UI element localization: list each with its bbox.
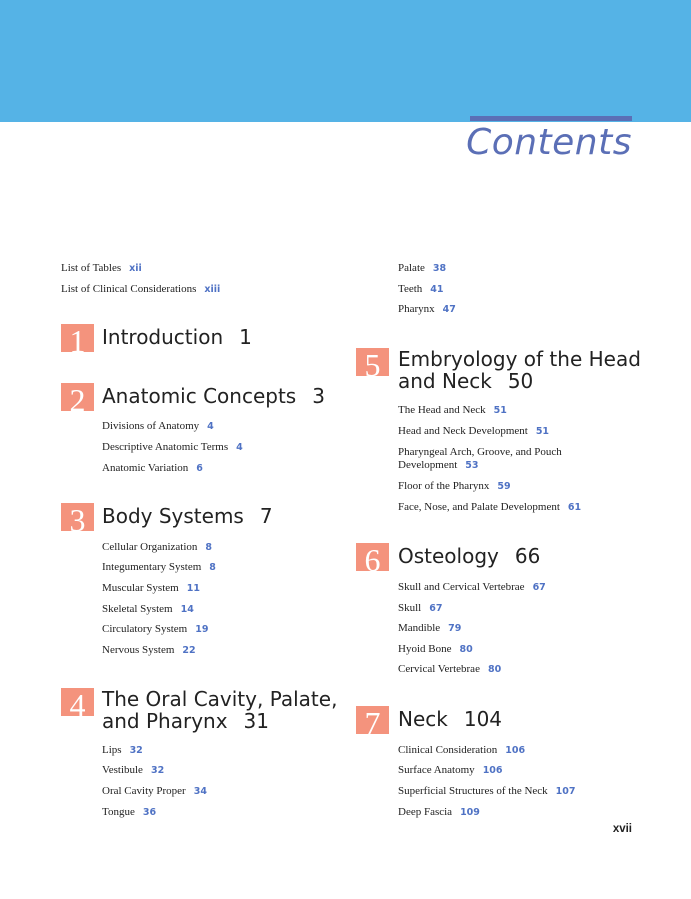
toc-section-entry[interactable]: Integumentary System 8 — [102, 561, 216, 573]
chapter-number-box: 4 — [61, 688, 94, 716]
toc-section-entry[interactable]: Circulatory System 19 — [102, 623, 209, 635]
header-banner — [0, 0, 691, 122]
toc-section-entry[interactable]: Mandible 79 — [398, 622, 462, 634]
chapter-number-box: 7 — [356, 706, 389, 734]
toc-section-entry[interactable]: Cellular Organization 8 — [102, 541, 213, 553]
toc-section-entry[interactable]: Surface Anatomy 106 — [398, 764, 503, 776]
toc-section-entry[interactable]: Head and Neck Development 51 — [398, 425, 550, 437]
toc-section-entry[interactable]: The Head and Neck 51 — [398, 404, 507, 416]
chapter-number-box: 2 — [61, 383, 94, 411]
toc-section-entry[interactable]: Floor of the Pharynx 59 — [398, 480, 511, 492]
toc-section-entry[interactable]: Oral Cavity Proper 34 — [102, 785, 207, 797]
toc-section-entry[interactable]: Hyoid Bone 80 — [398, 643, 473, 655]
chapter-number-box: 1 — [61, 324, 94, 352]
toc-section-entry[interactable]: Lips 32 — [102, 744, 143, 756]
toc-section-entry[interactable]: Cervical Vertebrae 80 — [398, 663, 502, 675]
toc-section-entry[interactable]: Palate 38 — [398, 262, 447, 274]
toc-section-entry[interactable]: Face, Nose, and Palate Development 61 — [398, 501, 582, 513]
page-folio: xvii — [612, 823, 632, 835]
chapter-heading[interactable]: Neck 104 — [398, 707, 503, 731]
toc-section-entry[interactable]: Superficial Structures of the Neck 107 — [398, 785, 576, 797]
toc-section-entry[interactable]: Teeth 41 — [398, 283, 444, 295]
chapter-heading[interactable]: Embryology of the Head and Neck 50 — [398, 347, 641, 393]
toc-section-entry[interactable]: Pharynx 47 — [398, 303, 456, 315]
toc-section-entry[interactable]: Muscular System 11 — [102, 582, 200, 594]
chapter-heading[interactable]: Introduction 1 — [102, 325, 252, 349]
chapter-heading[interactable]: Osteology 66 — [398, 544, 541, 568]
toc-section-entry[interactable]: Tongue 36 — [102, 806, 157, 818]
toc-section-entry[interactable]: Descriptive Anatomic Terms 4 — [102, 441, 243, 453]
toc-section-entry[interactable]: Anatomic Variation 6 — [102, 462, 203, 474]
toc-section-entry[interactable]: Divisions of Anatomy 4 — [102, 420, 214, 432]
toc-entry-list-of-tables[interactable]: List of Tables xii — [61, 262, 142, 274]
toc-section-entry[interactable]: Clinical Consideration 106 — [398, 744, 526, 756]
toc-section-entry[interactable]: Pharyngeal Arch, Groove, and Pouch Development 53 — [398, 446, 562, 471]
title-rule — [470, 116, 632, 121]
chapter-number-box: 6 — [356, 543, 389, 571]
toc-section-entry[interactable]: Nervous System 22 — [102, 644, 196, 656]
toc-section-entry[interactable]: Vestibule 32 — [102, 764, 165, 776]
toc-entry-list-of-clinical-considerations[interactable]: List of Clinical Considerations xiii — [61, 283, 221, 295]
chapter-heading[interactable]: Body Systems 7 — [102, 504, 273, 528]
toc-section-entry[interactable]: Skull and Cervical Vertebrae 67 — [398, 581, 546, 593]
chapter-heading[interactable]: The Oral Cavity, Palate, and Pharynx 31 — [102, 687, 338, 733]
toc-section-entry[interactable]: Skeletal System 14 — [102, 603, 194, 615]
chapter-number-box: 3 — [61, 503, 94, 531]
page-title: Contents — [466, 122, 632, 163]
chapter-heading[interactable]: Anatomic Concepts 3 — [102, 384, 325, 408]
toc-section-entry[interactable]: Skull 67 — [398, 602, 443, 614]
chapter-number-box: 5 — [356, 348, 389, 376]
toc-section-entry[interactable]: Deep Fascia 109 — [398, 806, 480, 818]
